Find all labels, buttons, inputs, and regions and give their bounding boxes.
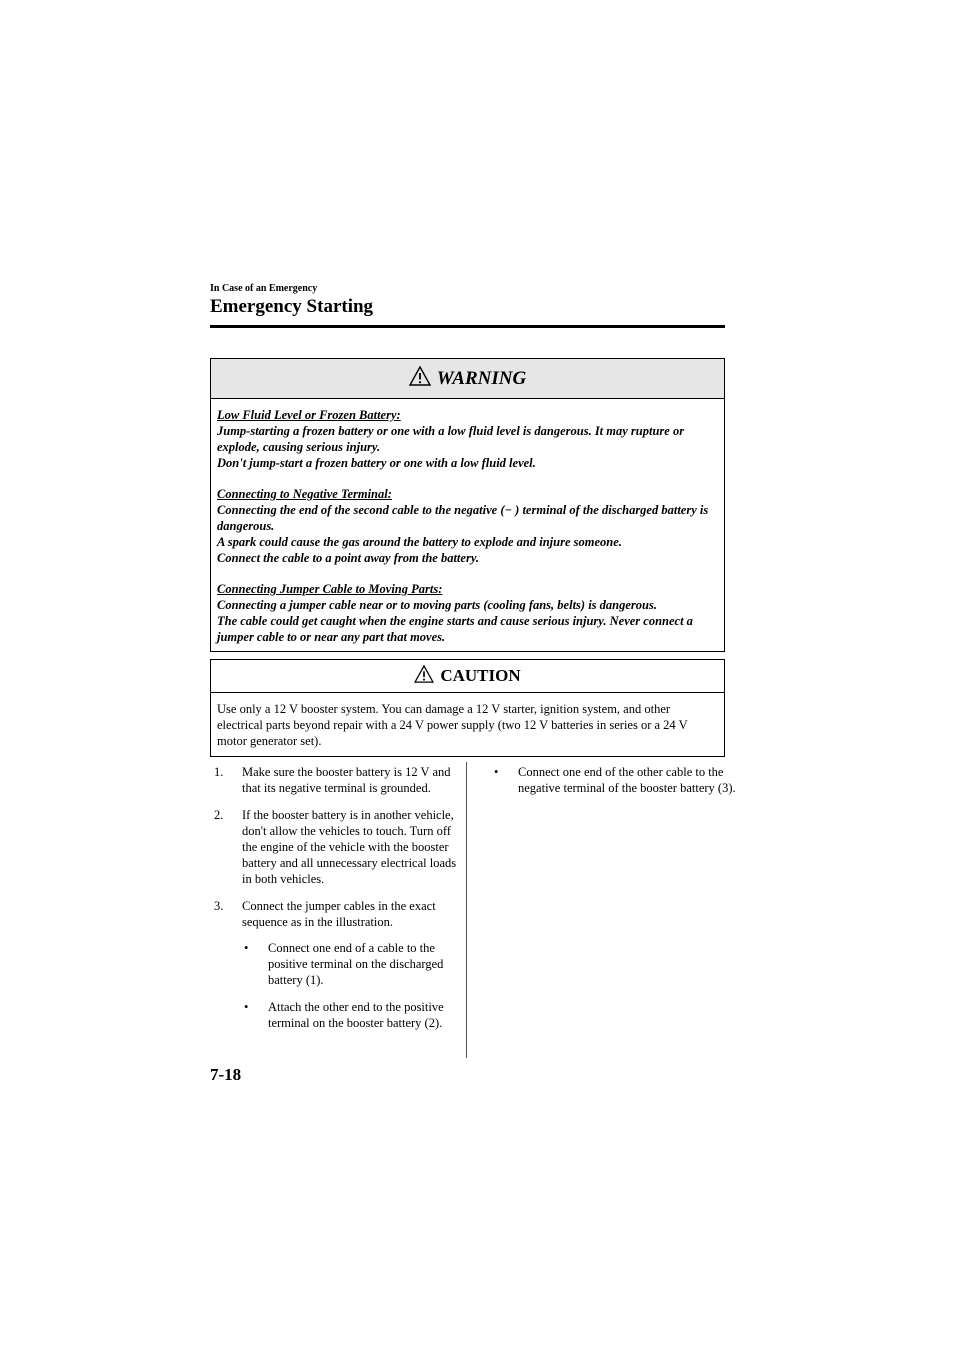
title-divider <box>210 325 725 328</box>
step-item <box>214 764 459 796</box>
warning-item <box>217 486 718 566</box>
bullet-item <box>242 999 459 1031</box>
warning-header <box>211 359 724 399</box>
caution-title: CAUTION <box>440 666 521 685</box>
warning-item-text: Connecting the end of the second cable to the negative (− ) terminal of the discharged battery is dangerous. <box>217 503 709 533</box>
step-number: 2. <box>214 808 224 822</box>
caution-triangle-icon <box>414 665 434 688</box>
step-text: Make sure the booster battery is 12 V and that its negative terminal is grounded. <box>242 765 451 795</box>
bullet-item <box>242 940 459 988</box>
step-text: If the booster battery is in another vehicle, don't allow the vehicles to touch. Turn off the engine of the vehicle with the booster battery and all unnecessary electrical loads in both vehicles. <box>242 808 457 886</box>
warning-item-text: Don't jump-start a frozen battery or one with a low fluid level. <box>217 456 536 470</box>
caution-header <box>211 660 724 693</box>
section-label: In Case of an Emergency <box>210 283 318 294</box>
warning-item-text: The cable could get caught when the engine starts and cause serious injury. Never connect a jumper cable to or near any part that moves. <box>217 614 693 644</box>
warning-item-text: A spark could cause the gas around the battery to explode and injure someone. <box>217 535 622 549</box>
bullet-icon: • <box>244 1000 249 1014</box>
warning-item-text: Connecting a jumper cable near or to moving parts (cooling fans, belts) is dangerous. <box>217 598 657 612</box>
bullet-text: Attach the other end to the positive terminal on the booster battery (2). <box>268 1000 444 1030</box>
step-number: 1. <box>214 765 224 779</box>
column-divider <box>466 762 467 1058</box>
warning-title: WARNING <box>436 367 527 389</box>
warning-item <box>217 581 718 645</box>
page-title: Emergency Starting <box>210 296 374 317</box>
warning-item <box>217 407 718 471</box>
step-number: 3. <box>214 899 224 913</box>
warning-item-text: Jump-starting a frozen battery or one with a low fluid level is dangerous. It may rupture or explode, causing serious injury. <box>217 424 685 454</box>
bullet-text: Connect one end of the other cable to the negative terminal of the booster battery (3). <box>518 765 736 795</box>
caution-body: Use only a 12 V booster system. You can damage a 12 V starter, ignition system, and other electrical parts beyond repair with a 24 V power supply (two 12 V batteries in series or a 24 V motor generator set). <box>217 702 688 748</box>
caution-box <box>210 659 725 757</box>
warning-triangle-icon <box>409 366 431 391</box>
bullet-text: Connect one end of a cable to the positive terminal on the discharged battery (1). <box>268 941 444 987</box>
instructions-right-column <box>492 764 737 807</box>
bullet-item <box>492 764 737 796</box>
bullet-icon: • <box>244 941 249 955</box>
step-item <box>214 898 459 1031</box>
instructions-left-column <box>214 764 459 1042</box>
warning-item-text: Connect the cable to a point away from the battery. <box>217 551 480 565</box>
warning-body <box>211 399 724 651</box>
step-item <box>214 807 459 887</box>
warning-box <box>210 358 725 652</box>
page-number: 7-18 <box>210 1065 242 1084</box>
warning-item-heading: Connecting Jumper Cable to Moving Parts: <box>217 582 443 596</box>
step-bullet-list <box>242 940 459 1031</box>
warning-item-heading: Connecting to Negative Terminal: <box>217 487 392 501</box>
warning-item-heading: Low Fluid Level or Frozen Battery: <box>217 408 401 422</box>
step-text: Connect the jumper cables in the exact sequence as in the illustration. <box>242 899 436 929</box>
bullet-icon: • <box>494 765 499 779</box>
